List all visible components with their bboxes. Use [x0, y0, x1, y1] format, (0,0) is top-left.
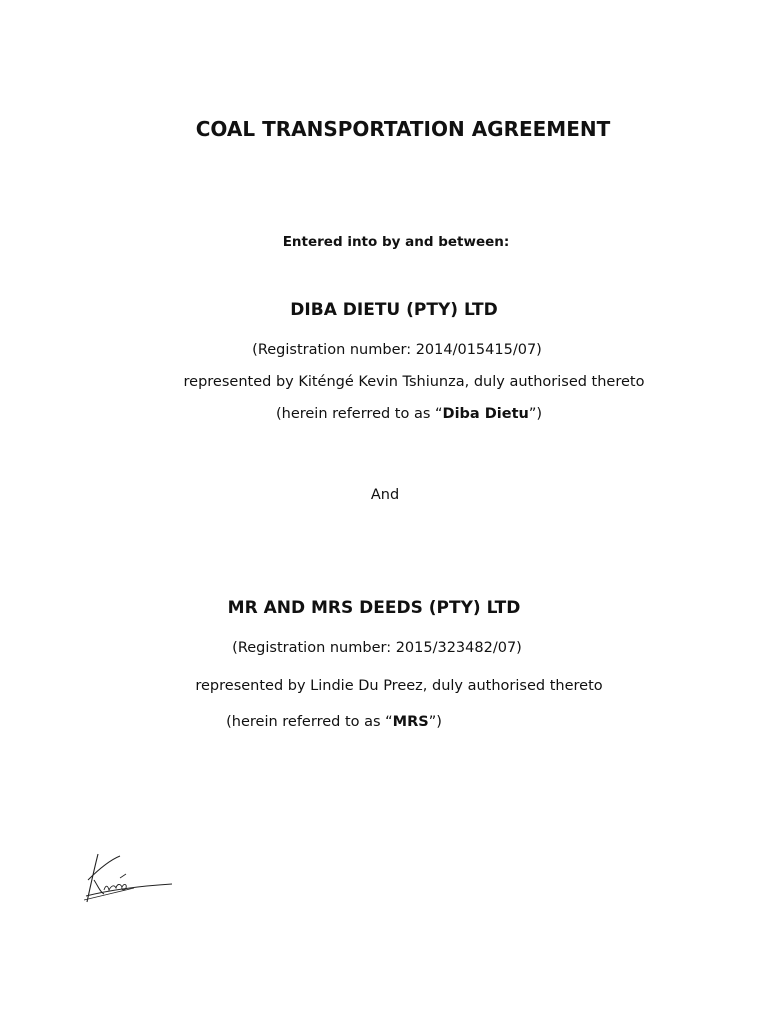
- referred-prefix: (herein referred to as “: [275, 406, 443, 422]
- conjunction-text: And: [370, 487, 400, 503]
- party-1-name: DIBA DIETU (PTY) LTD: [290, 300, 498, 320]
- party-2-referred-as: [226, 715, 442, 730]
- party-2-name: MR AND MRS DEEDS (PTY) LTD: [227, 598, 521, 618]
- party-1-referred-as: [276, 407, 542, 422]
- referred-suffix: ”): [528, 406, 543, 422]
- party-2-representation: represented by Lindie Du Preez, duly authorised thereto: [195, 678, 603, 694]
- party-1-registration: (Registration number: 2014/015415/07): [252, 342, 542, 358]
- signature-image: [80, 850, 180, 910]
- referred-suffix: ”): [428, 714, 442, 730]
- document-title: COAL TRANSPORTATION AGREEMENT: [195, 117, 611, 141]
- party-1-representation: represented by Kiténgé Kevin Tshiunza, duly authorised thereto: [183, 374, 645, 390]
- intro-text: Entered into by and between:: [282, 234, 510, 250]
- referred-prefix: (herein referred to as “: [226, 714, 393, 730]
- party-2-registration: (Registration number: 2015/323482/07): [232, 640, 522, 656]
- party-2-short-name: MRS: [392, 714, 429, 730]
- party-1-short-name: Diba Dietu: [442, 406, 529, 422]
